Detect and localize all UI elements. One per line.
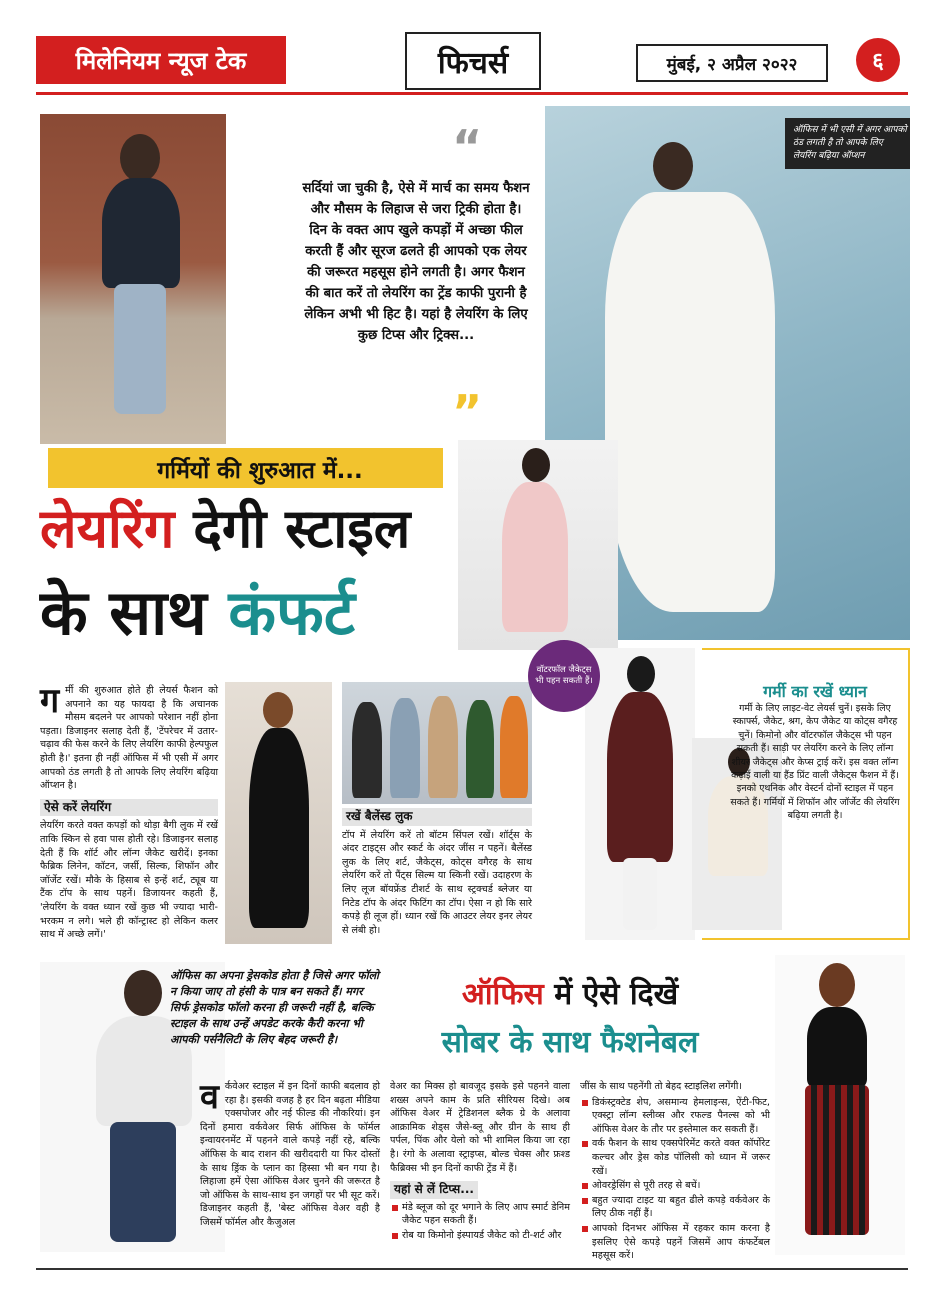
- article-column-2: [342, 808, 532, 937]
- dropcap: ग: [40, 681, 60, 721]
- list-item: बहुत ज्यादा टाइट या बहुत ढीले कपड़े वर्कवेअर के लिए ठीक नहीं हैं।: [592, 1194, 770, 1220]
- article-para3: टॉप में लेयरिंग करें तो बॉटम सिंपल रखें। शॉर्ट्स के अंदर टाइट्स और स्कर्ट के अंदर जींस न पहनें। बैलेंस्ड लुक के लिए शर्ट, जैकेट्स, कोट्स वगैरह के साथ लेयरिंग करें तो पैंट्स सिल्म या स्किनी रखें। उदाहरण के लिए लूज बॉयफ्रेंड टीशर्ट के साथ स्ट्रक्चर्ड ब्लेजर या निटेड टॉप के अंदर फिटिंग का टॉप। ऐसा न हो कि सारे कपड़े ही लूज हों। ध्यान रखें कि आउटर लेयर इनर लेयर से लंबी हो।: [342, 829, 532, 936]
- photo-caption-office-ac: ऑफिस में भी एसी में अगर आपको ठंड लगती है तो आपके लिए लेयरिंग बढ़िया ऑप्शन: [785, 118, 910, 169]
- headline-word-layering: लेयरिंग: [40, 497, 175, 560]
- office-column-2: [390, 1080, 570, 1244]
- list-item: डिकंस्ट्रक्टेड शेप, असमान्य हेमलाइन्स, ऐंटी-फिट, एक्स्ट्रा लॉन्ग स्लीव्स और रफल्ड पैनल्स को भी ऑफिस वेअर के तौर पर इस्तेमाल कर सकती हैं।: [592, 1096, 770, 1135]
- headline-words-with: के साथ: [40, 576, 207, 649]
- section-title: फिचर्स: [405, 32, 541, 90]
- tips-list-a: [390, 1201, 570, 1243]
- list-item: आपको दिनभर ऑफिस में रहकर काम करना है इसलिए ऐसे कपड़े पहनें जिसमें आप कंफर्टेबल महसूस करें।: [592, 1222, 770, 1262]
- office-word: ऑफिस: [461, 977, 544, 1012]
- office-col3-lead: जींस के साथ पहनेंगी तो बेहद स्टाइलिश लगेंगी।: [580, 1081, 742, 1092]
- office-column-1: [200, 1077, 380, 1230]
- header-rule: [36, 92, 908, 95]
- photo-long-printed-jacket: [585, 648, 695, 940]
- headline-line1: [40, 498, 460, 560]
- headline-word-comfort: कंफर्ट: [228, 576, 356, 649]
- footer-rule: [36, 1268, 908, 1270]
- article-para1: र्मी की शुरुआत होते ही लेयर्स फैशन को अपनाने का यह फायदा है कि अचानक मौसम बदलने पर आपको परेशान नहीं होना पड़ता। डिजाइनर सलाह देती हैं, 'टेंपरेचर में उतार-चढ़ाव की फेस करने के लिए लेयरिंग काफी हेल्पफुल होती है।' इतना ही नहीं ऑफिस में भी एसी में अगर आपको ठंड लगती है तो आपके लिए लेयरिंग बढ़िया ऑप्शन है।: [40, 685, 218, 792]
- photo-pink-waterfall-jacket: [458, 440, 618, 650]
- dateline: मुंबई, २ अप्रैल २०२२: [636, 44, 828, 82]
- list-item: रोब या किमोनो इंस्पायर्ड जैकेट को टी-शर्ट और: [402, 1229, 570, 1243]
- article-column-1: [40, 681, 218, 942]
- tips-list-b: [580, 1096, 770, 1263]
- list-item: ओवरड्रेसिंग से पूरी तरह से बचें।: [592, 1179, 770, 1193]
- list-item: वर्क फैशन के साथ एक्सपेरिमेंट करते वक्त कॉर्पोरेट कल्चर और ड्रेस कोड पॉलिसी को ध्यान में जरूर रखें।: [592, 1138, 770, 1177]
- headline-kicker: गर्मियों की शुरुआत में...: [157, 458, 363, 484]
- subhead-tips: यहां से लें टिप्स...: [390, 1181, 478, 1199]
- masthead: मिलेनियम न्यूज टेक: [36, 36, 286, 84]
- list-item: मंडे ब्लूज को दूर भगाने के लिए आप स्मार्ट डेनिम जैकेट पहन सकती हैं।: [402, 1201, 570, 1227]
- office-dropcap: व: [200, 1077, 219, 1117]
- office-intro: ऑफिस का अपना ड्रेसकोड होता है जिसे अगर फॉलो न किया जाए तो हंसी के पात्र बन सकते हैं। मगर सिर्फ ड्रेसकोड फॉलो करना ही जरूरी नहीं है, बल्कि स्टाइल के साथ उन्हें अपडेट करके कैरी करना भी आपकी पर्सनैलिटी के लिए बेहद जरूरी है।: [170, 969, 379, 1046]
- photo-office-woman-plaid-skirt: [775, 955, 905, 1255]
- headline-words-style: देगी स्टाइल: [193, 497, 411, 560]
- page-number: ६: [856, 38, 900, 82]
- office-headline-line2: सोबर के साथ फैशनेबल: [441, 1025, 699, 1060]
- quote-open-icon: “: [452, 120, 483, 174]
- quote-close-icon: ”: [452, 385, 483, 439]
- summer-title: गर्मी का रखें ध्यान: [763, 682, 867, 701]
- intro-text: सर्दियां जा चुकी है, ऐसे में मार्च का समय फैशन और मौसम के लिहाज से जरा ट्रिकी होता है। दिन के वक्त आप खुले कपड़ों में अच्छा फील करती हैं और सूरज ढलते ही आपको एक लेयर की जरूरत महसूस होने लगती है। अगर फैशन की बात करें तो लेयरिंग का ट्रेंड काफी पुरानी है लेकिन अभी भी हिट है। यहां है लेयरिंग के लिए कुछ टिप्स और ट्रिक्स...: [302, 181, 530, 343]
- office-headline-line1: [380, 972, 760, 1013]
- office-col1-text: र्कवेअर स्टाइल में इन दिनों काफी बदलाव हो रहा है। इसकी वजह है हर दिन बढ़ता मीडिया एक्सपोजर और नई फील्ड की नौकरियां। इन दिनों हमारा वर्कवेअर सिर्फ ऑफिस के फॉर्मल इन्वायरनमेंट में पहनने वाले कपड़े नहीं रहे, बल्कि ऑफिस के बाद राशन की खरीददारी या फिर दोस्तों के साथ ड्रिंक के प्लान का हिस्सा भी बन गया है। लिहाजा हमें ऐसा ऑफिस वेअर चुनने की जरूरत है जो ऑफिस के साथ-साथ इन जगहों पर भी सूट करें। डिजाइनर कहती हैं, 'बेस्ट ऑफिस वेअर वही है जिसमें फॉर्मल और कैजुअल: [200, 1081, 380, 1228]
- photo-woman-brick-wall: [40, 114, 226, 444]
- waterfall-jacket-badge: वॉटरफॉल जैकेट्स भी पहन सकती हैं।: [528, 640, 600, 712]
- subhead-balanced-look: रखें बैलेंस्ड लुक: [342, 808, 532, 826]
- office-column-3: [580, 1080, 770, 1264]
- photo-street-style-collage: [342, 682, 532, 804]
- office-look-words: में ऐसे दिखें: [554, 977, 679, 1012]
- article-para2: लेयरिंग करते वक्त कपड़ों को थोड़ा बैगी लुक में रखें ताकि स्किन से हवा पास होती रहे। डिजाइनर सलाह देती हैं कि शॉर्ट और लॉन्ग जैकेट खरीदें। इनका फैब्रिक लिनेन, कॉटन, जर्सी, सिल्क, शिफॉन और जॉर्जेट रखें। मौके के हिसाब से इन्हें शर्ट, ट्यूब या टैंक टॉप के साथ पहनें। डिजायनर कहती हैं, 'लेयरिंग के वक्त ध्यान रखें कुछ भी ज्यादा भारी-भरकम न लगे। भले ही कॉन्ट्रास्ट हो लेकिन कलर साथ में अच्छे लगें।': [40, 820, 218, 941]
- summer-text: गर्मी के लिए लाइट-वेट लेयर्स चुनें। इसके लिए स्कार्फ्स, जैकेट, श्रग, केप जैकेट या कोट्स वगैरह चुनें। किमोनो और वॉटरफॉल जैकेट्स भी पहन सकती हैं। साड़ी पर लेयरिंग करने के लिए लॉन्ग शीयर जैकेट्स और केप्स ट्राई करें। इस वक्त लॉन्ग कढ़ाई वाली या हैंड प्रिंट वाली जैकेट्स फैशन में हैं। इनको एथनिक और वेस्टर्न दोनों स्टाइल में पहन सकते हैं। गर्मियों में शिफॉन और जॉर्जेट की लेयरिंग बढ़िया लगती है।: [730, 703, 900, 822]
- headline-line2: [40, 578, 460, 648]
- office-col2-text: वेअर का मिक्स हो बावजूद इसके इसे पहनने वाला शख्स अपने काम के प्रति सीरियस दिखे। अब ऑफिस वेअर में ट्रेडिशनल ब्लैक ग्रे के अलावा आक्रामिक शेड्स जैसे-ब्लू और ग्रीन के साथ ही पर्पल, पिंक और येलो को भी शामिल किया जा रहा है। रंगो के अलावा स्ट्राइप्स, बोल्ड चेक्स और फ्रश्ड फैब्रिक्स भी इन दिनों काफी ट्रेंड में हैं।: [390, 1081, 570, 1174]
- subhead-how-to-layer: ऐसे करें लेयरिंग: [40, 799, 218, 817]
- photo-black-dress: [225, 682, 332, 944]
